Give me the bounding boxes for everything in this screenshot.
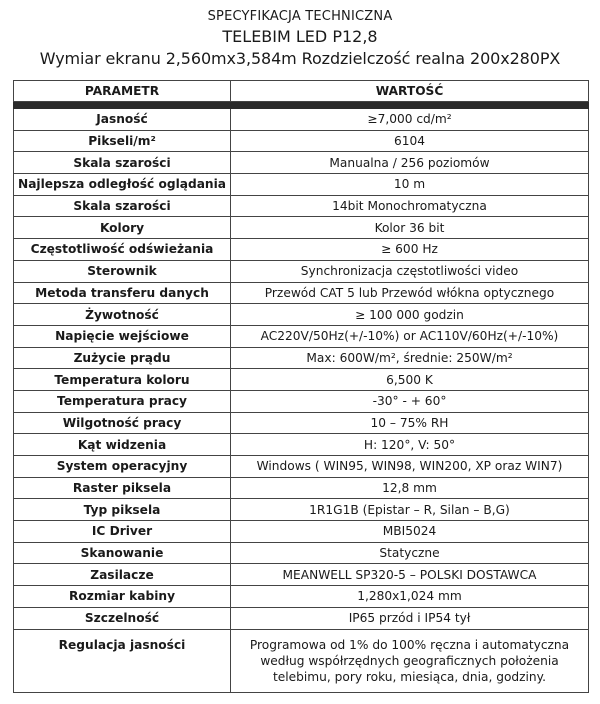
value-cell: 6,500 K <box>231 369 589 391</box>
param-cell: Sterownik <box>14 260 231 282</box>
table-row <box>14 174 589 196</box>
value-cell: Statyczne <box>231 542 589 564</box>
value-cell: Max: 600W/m², średnie: 250W/m² <box>231 347 589 369</box>
param-cell: Pikseli/m² <box>14 130 231 152</box>
param-cell: Skala szarości <box>14 195 231 217</box>
param-cell: System operacyjny <box>14 456 231 478</box>
param-cell: Kąt widzenia <box>14 434 231 456</box>
table-row <box>14 304 589 326</box>
product-name: TELEBIM LED P12,8 <box>222 27 378 46</box>
column-header-value: WARTOŚĆ <box>231 81 589 102</box>
table-row <box>14 282 589 304</box>
param-cell: Żywotność <box>14 304 231 326</box>
table-row <box>14 369 589 391</box>
table-row <box>14 347 589 369</box>
param-cell: Zasilacze <box>14 564 231 586</box>
table-row <box>14 325 589 347</box>
value-cell: IP65 przód i IP54 tył <box>231 607 589 629</box>
table-row <box>14 629 589 692</box>
value-cell: ≥ 100 000 godzin <box>231 304 589 326</box>
param-cell: Jasność <box>14 109 231 131</box>
value-cell: 12,8 mm <box>231 477 589 499</box>
value-cell: -30° - + 60° <box>231 390 589 412</box>
param-cell: Temperatura koloru <box>14 369 231 391</box>
table-row <box>14 521 589 543</box>
value-cell: Przewód CAT 5 lub Przewód włókna optycznego <box>231 282 589 304</box>
value-cell: Kolor 36 bit <box>231 217 589 239</box>
table-row <box>14 130 589 152</box>
param-cell: Skala szarości <box>14 152 231 174</box>
separator-bar <box>14 102 589 109</box>
value-cell: 14bit Monochromatyczna <box>231 195 589 217</box>
value-cell: AC220V/50Hz(+/-10%) or AC110V/60Hz(+/-10%) <box>231 325 589 347</box>
value-cell: 1R1G1B (Epistar – R, Silan – B,G) <box>231 499 589 521</box>
table-row <box>14 195 589 217</box>
value-cell: Windows ( WIN95, WIN98, WIN200, XP oraz WIN7) <box>231 456 589 478</box>
header-separator <box>14 102 589 109</box>
param-cell: Zużycie prądu <box>14 347 231 369</box>
table-row <box>14 434 589 456</box>
table-row <box>14 239 589 261</box>
column-header-parameter: PARAMETR <box>14 81 231 102</box>
table-row <box>14 542 589 564</box>
table-row <box>14 607 589 629</box>
param-cell: Najlepsza odległość oglądania <box>14 174 231 196</box>
value-cell: 1,280x1,024 mm <box>231 586 589 608</box>
param-cell: Typ piksela <box>14 499 231 521</box>
param-cell: Częstotliwość odświeżania <box>14 239 231 261</box>
value-cell: 6104 <box>231 130 589 152</box>
value-cell: ≥ 600 Hz <box>231 239 589 261</box>
value-cell: 10 m <box>231 174 589 196</box>
table-row <box>14 477 589 499</box>
screen-dimensions: Wymiar ekranu 2,560mx3,584m Rozdzielczość realna 200x280PX <box>39 49 561 68</box>
table-row <box>14 152 589 174</box>
param-cell: Rozmiar kabiny <box>14 586 231 608</box>
table-row <box>14 217 589 239</box>
value-cell: MEANWELL SP320-5 – POLSKI DOSTAWCA <box>231 564 589 586</box>
param-cell: Kolory <box>14 217 231 239</box>
param-cell: Skanowanie <box>14 542 231 564</box>
table-row <box>14 456 589 478</box>
param-cell: Napięcie wejściowe <box>14 325 231 347</box>
param-cell: Wilgotność pracy <box>14 412 231 434</box>
table-row <box>14 412 589 434</box>
param-cell: Metoda transferu danych <box>14 282 231 304</box>
value-cell: Synchronizacja częstotliwości video <box>231 260 589 282</box>
table-row <box>14 586 589 608</box>
value-cell: Manualna / 256 poziomów <box>231 152 589 174</box>
param-cell: Raster piksela <box>14 477 231 499</box>
value-cell: H: 120°, V: 50° <box>231 434 589 456</box>
table-row <box>14 564 589 586</box>
value-cell: MBI5024 <box>231 521 589 543</box>
value-cell: 10 – 75% RH <box>231 412 589 434</box>
param-cell: Temperatura pracy <box>14 390 231 412</box>
table-row <box>14 109 589 131</box>
param-cell: Szczelność <box>14 607 231 629</box>
table-row <box>14 260 589 282</box>
param-cell: Regulacja jasności <box>14 629 231 692</box>
table-row <box>14 499 589 521</box>
doc-title: SPECYFIKACJA TECHNICZNA <box>207 9 393 24</box>
spec-table <box>13 80 589 693</box>
value-cell: ≥7,000 cd/m² <box>231 109 589 131</box>
table-row <box>14 390 589 412</box>
value-cell: Programowa od 1% do 100% ręczna i automatyczna według współrzędnych geograficznych położenia telebimu, pory roku, miesiąca, dnia, godziny. <box>231 629 589 692</box>
table-header-row <box>14 81 589 102</box>
param-cell: IC Driver <box>14 521 231 543</box>
